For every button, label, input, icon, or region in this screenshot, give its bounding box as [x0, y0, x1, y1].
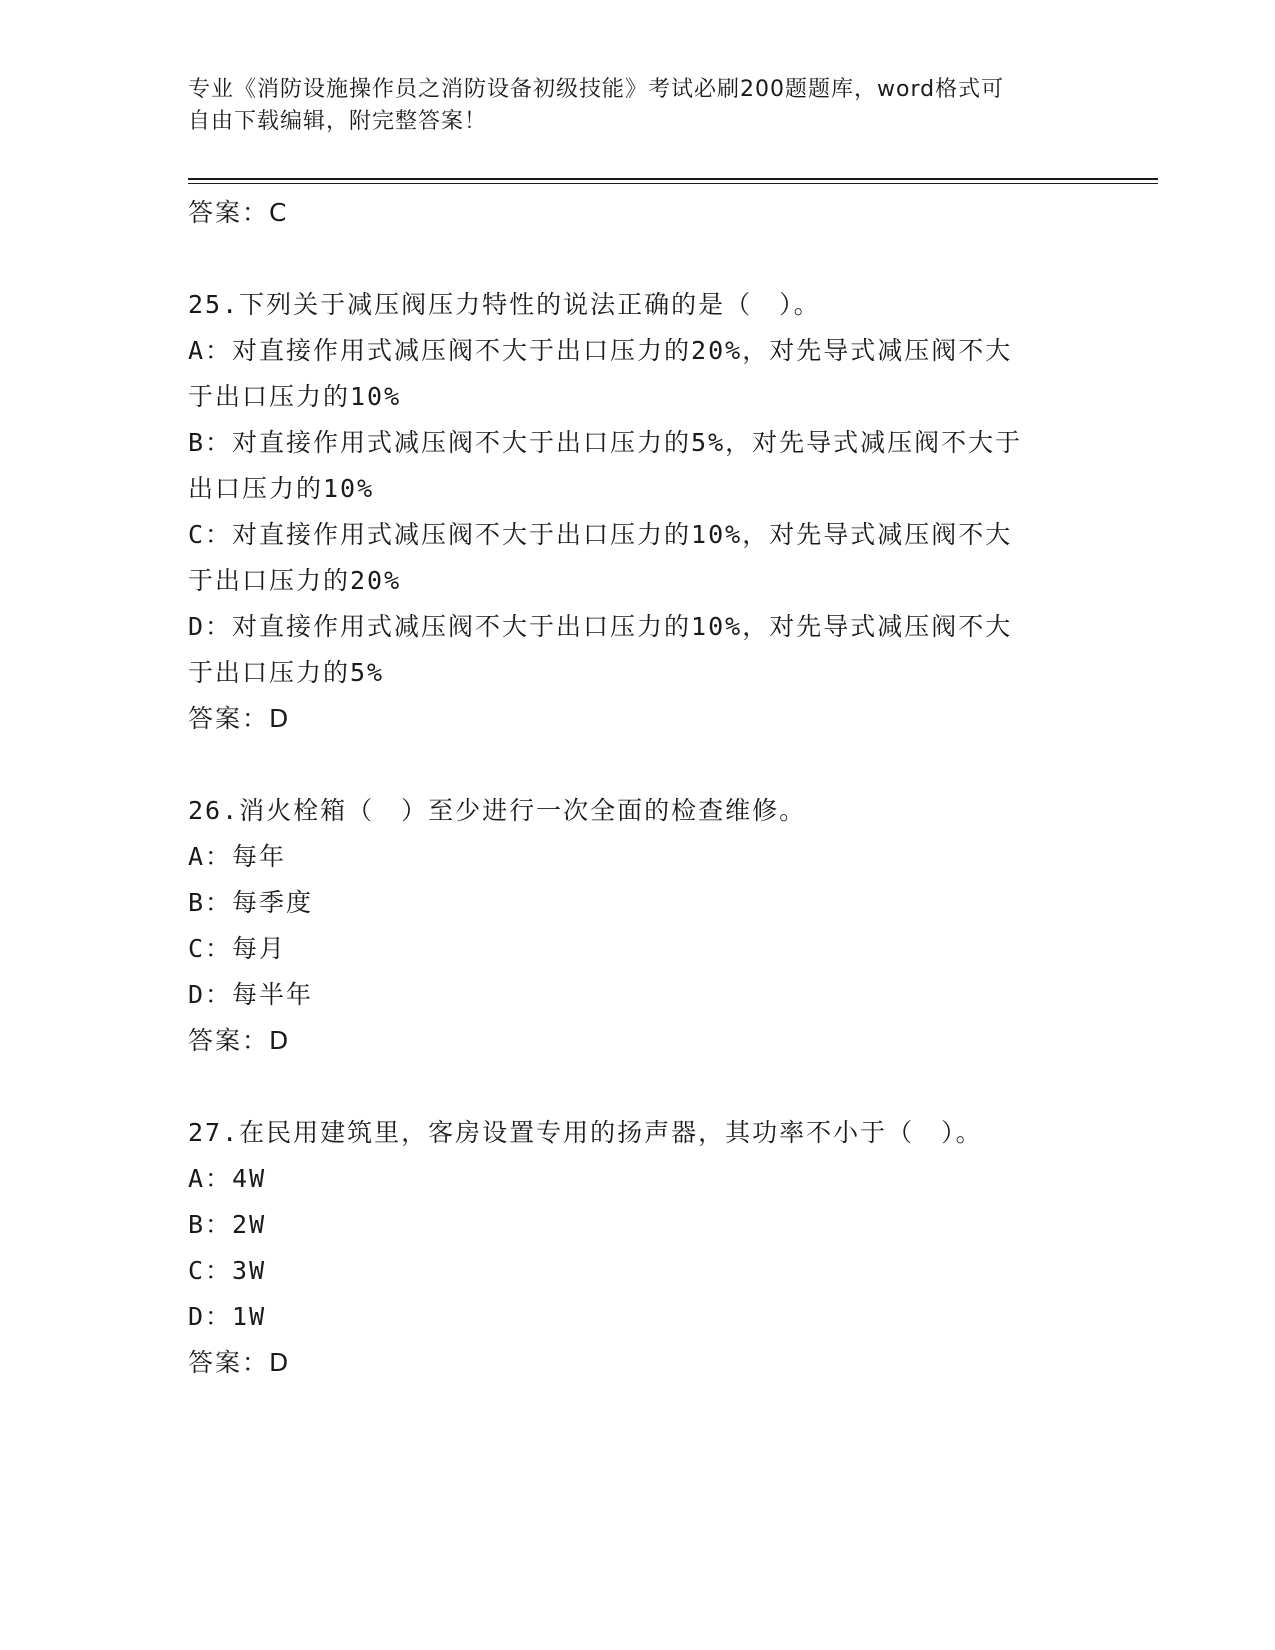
question-27 — [188, 1110, 1088, 1386]
option-a: A：4W — [188, 1164, 267, 1193]
option-d-line-2: 于出口压力的5% — [188, 658, 385, 687]
header-rule-thick — [188, 178, 1158, 180]
option-a-line-2: 于出口压力的10% — [188, 382, 402, 411]
question-list — [188, 190, 1088, 1386]
option-d-line-1: D：对直接作用式减压阀不大于出口压力的10%，对先导式减压阀不大 — [188, 612, 1013, 641]
document-header — [188, 74, 1068, 138]
option-c: C：每月 — [188, 934, 287, 963]
answer: 答案：D — [188, 704, 291, 733]
spacer — [188, 1064, 1088, 1110]
question-stem: 25.下列关于减压阀压力特性的说法正确的是（ ）。 — [188, 290, 821, 319]
header-rule-thin — [188, 183, 1158, 184]
option-b-line-2: 出口压力的10% — [188, 474, 375, 503]
option-b: B：2W — [188, 1210, 267, 1239]
option-d: D：1W — [188, 1302, 267, 1331]
question-stem: 26.消火栓箱（ ）至少进行一次全面的检查维修。 — [188, 796, 807, 825]
option-c-line-2: 于出口压力的20% — [188, 566, 402, 595]
option-c: C：3W — [188, 1256, 267, 1285]
option-b: B：每季度 — [188, 888, 314, 917]
header-line-1: 专业《消防设施操作员之消防设备初级技能》考试必刷200题题库，word格式可 — [188, 77, 1005, 102]
spacer — [188, 742, 1088, 788]
option-d: D：每半年 — [188, 980, 314, 1009]
option-a: A：每年 — [188, 842, 287, 871]
question-26 — [188, 788, 1088, 1064]
question-stem: 27.在民用建筑里，客房设置专用的扬声器，其功率不小于（ ）。 — [188, 1118, 983, 1147]
option-c-line-1: C：对直接作用式减压阀不大于出口压力的10%，对先导式减压阀不大 — [188, 520, 1013, 549]
answer: 答案：D — [188, 1026, 291, 1055]
option-b-line-1: B：对直接作用式减压阀不大于出口压力的5%，对先导式减压阀不大于 — [188, 428, 1023, 457]
header-line-2: 自由下载编辑，附完整答案！ — [188, 109, 488, 134]
answer: 答案：D — [188, 1348, 291, 1377]
option-a-line-1: A：对直接作用式减压阀不大于出口压力的20%，对先导式减压阀不大 — [188, 336, 1013, 365]
spacer — [188, 236, 1088, 282]
previous-answer: 答案：C — [188, 198, 289, 227]
question-25 — [188, 282, 1088, 742]
